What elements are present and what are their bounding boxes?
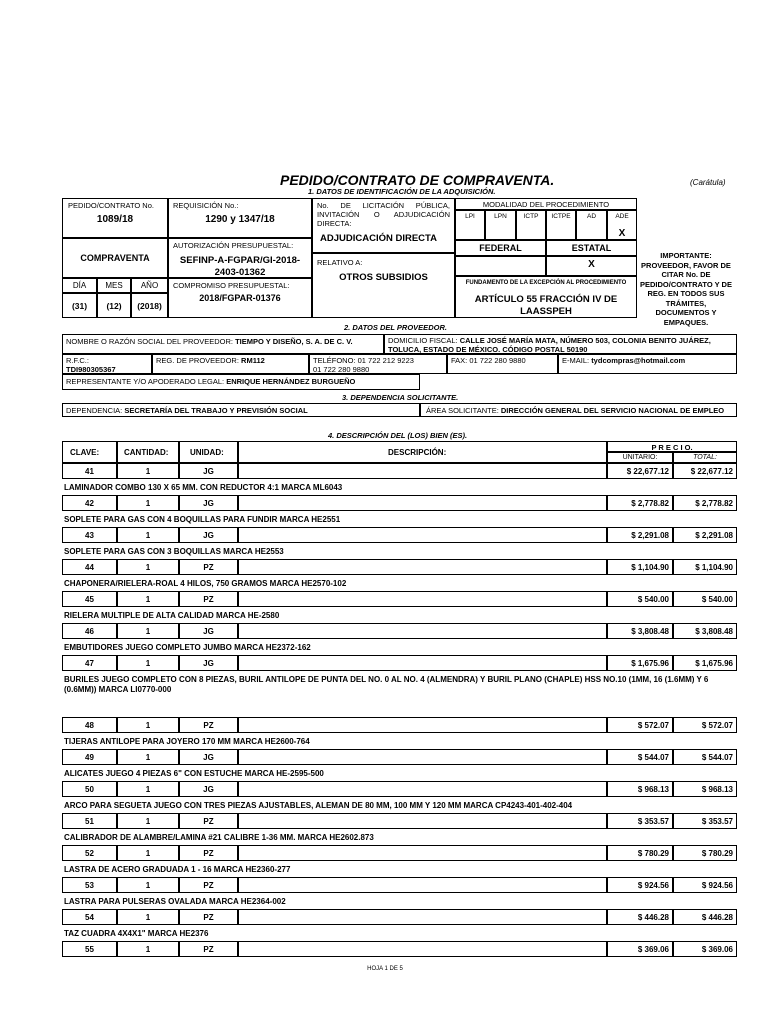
anio-label: AÑO [140, 281, 159, 290]
licitacion-label: No. DE LICITACIÓN PÚBLICA, INVITACIÓN O ADJUDICACIÓN DIRECTA: [317, 201, 450, 228]
row-52-cantidad: 1 [145, 849, 151, 858]
reg-value: RM112 [241, 356, 265, 365]
header-unitario: UNITARIO: [622, 454, 658, 461]
row-51-total: $ 353.57 [701, 817, 733, 826]
row-49-blank-cell [238, 749, 607, 765]
row-53-clave: 53 [85, 881, 94, 890]
licitacion-value: ADJUDICACIÓN DIRECTA [320, 233, 437, 244]
row-41-total: $ 22,677.12 [690, 467, 733, 476]
fax-label: FAX: [451, 356, 468, 365]
row-45-clave: 45 [85, 595, 94, 604]
rep-value: ENRIQUE HERNÁNDEZ BURGUEÑO [226, 377, 356, 386]
row-53-unidad: PZ [203, 881, 214, 890]
row-42-unidad: JG [203, 499, 214, 508]
header-clave: CLAVE: [70, 448, 100, 457]
pedido-value: 1089/18 [96, 214, 134, 225]
row-55-blank-cell [238, 941, 607, 957]
relativo-value: OTROS SUBSIDIOS [339, 272, 428, 283]
row-52-clave: 52 [85, 849, 94, 858]
tipo-value: COMPRAVENTA [80, 253, 150, 263]
header-total: TOTAL: [693, 454, 717, 461]
row-47-clave: 47 [85, 659, 94, 668]
row-48-blank-cell [238, 717, 607, 733]
row-50-description: ARCO PARA SEGUETA JUEGO CON TRES PIEZAS AJUSTABLES, ALEMAN DE 80 MM, 100 MM Y 120 MM MARCA CP4243-401-402-404 [64, 801, 573, 810]
row-54-unitario: $ 446.28 [637, 913, 669, 922]
modalidad-col-ade: ADE [615, 213, 629, 220]
fundamento-label: FUNDAMENTO DE LA EXCEPCIÓN AL PROCEDIMIENTO [465, 280, 627, 286]
row-54-unidad: PZ [203, 913, 214, 922]
email-label: E-MAIL: [562, 356, 590, 365]
row-42-unitario: $ 2,778.82 [631, 499, 669, 508]
row-51-unidad: PZ [203, 817, 214, 826]
federal-value-box [455, 256, 546, 276]
rfc-value: TDI980305367 [66, 365, 116, 374]
area-field [426, 406, 724, 415]
row-49-description: ALICATES JUEGO 4 PIEZAS 6" CON ESTUCHE MARCA HE-2595-500 [64, 769, 324, 778]
dia-label: DÍA [72, 281, 87, 290]
estatal-label: ESTATAL [571, 243, 612, 253]
nombre-field [66, 337, 353, 346]
importante-note: IMPORTANTE: PROVEEDOR, FAVOR DE CITAR No. DE PEDIDO/CONTRATO Y DE REG. EN TODOS SUS TRÁMITES, DOCUMENTOS Y EMPAQUES. [640, 251, 732, 327]
row-54-cantidad: 1 [145, 913, 151, 922]
row-49-cantidad: 1 [145, 753, 151, 762]
row-52-description: LASTRA DE ACERO GRADUADA 1 - 16 MARCA HE2360-277 [64, 865, 291, 874]
row-55-unitario: $ 369.06 [637, 945, 669, 954]
row-44-clave: 44 [85, 563, 94, 572]
row-44-description: CHAPONERA/RIELERA-ROAL 4 HILOS, 750 GRAMOS MARCA HE2570-102 [64, 579, 347, 588]
page-footer: HOJA 1 DE 5 [367, 966, 403, 972]
row-44-unitario: $ 1,104.90 [631, 563, 669, 572]
relativo-label: RELATIVO A: [317, 258, 363, 267]
row-45-blank-cell [238, 591, 607, 607]
domicilio-field [388, 336, 733, 354]
row-44-cantidad: 1 [145, 563, 151, 572]
row-42-clave: 42 [85, 499, 94, 508]
compromiso-label: COMPROMISO PRESUPUESTAL: [173, 281, 290, 290]
row-53-unitario: $ 924.56 [637, 881, 669, 890]
row-55-unidad: PZ [203, 945, 214, 954]
row-54-blank-cell [238, 909, 607, 925]
row-51-unitario: $ 353.57 [637, 817, 669, 826]
row-43-clave: 43 [85, 531, 94, 540]
row-52-total: $ 780.29 [701, 849, 733, 858]
section-4-title: 4. DESCRIPCIÓN DEL (LOS) BIEN (ES). [328, 431, 468, 440]
row-48-clave: 48 [85, 721, 94, 730]
mes-label: MES [105, 281, 123, 290]
caratula-label: (Carátula) [690, 178, 726, 187]
area-value: DIRECCIÓN GENERAL DEL SERVICIO NACIONAL DE EMPLEO [500, 406, 725, 415]
row-46-unitario: $ 3,808.48 [631, 627, 669, 636]
row-41-unidad: JG [203, 467, 214, 476]
row-51-blank-cell [238, 813, 607, 829]
row-41-unitario: $ 22,677.12 [626, 467, 669, 476]
modalidad-ade-mark: X [618, 228, 626, 239]
reg-label: REG. DE PROVEEDOR: [156, 356, 239, 365]
row-41-blank-cell [238, 463, 607, 479]
modalidad-col-ad: AD [586, 213, 597, 220]
header-precio: P R E C I O. [651, 443, 693, 452]
row-53-blank-cell [238, 877, 607, 893]
section-2-title: 2. DATOS DEL PROVEEDOR. [344, 323, 447, 332]
nombre-value: TIEMPO Y DISEÑO, S. A. DE C. V. [235, 337, 353, 346]
pedido-label: PEDIDO/CONTRATO No. [68, 201, 154, 210]
row-54-clave: 54 [85, 913, 94, 922]
row-41-description: LAMINADOR COMBO 130 X 65 MM. CON REDUCTOR 4:1 MARCA ML6043 [64, 483, 343, 492]
row-46-description: EMBUTIDORES JUEGO COMPLETO JUMBO MARCA HE2372-162 [64, 643, 311, 652]
row-47-unitario: $ 1,675.96 [631, 659, 669, 668]
dependencia-label: DEPENDENCIA: [66, 406, 123, 415]
row-52-unitario: $ 780.29 [637, 849, 669, 858]
reg-field [156, 356, 265, 365]
fax-value: 01 722 280 9880 [469, 356, 526, 365]
row-43-unitario: $ 2,291.08 [631, 531, 669, 540]
row-43-blank-cell [238, 527, 607, 543]
row-41-cantidad: 1 [145, 467, 151, 476]
dia-value: (31) [71, 301, 88, 311]
row-54-total: $ 446.28 [701, 913, 733, 922]
federal-label: FEDERAL [479, 243, 522, 253]
row-55-total: $ 369.06 [701, 945, 733, 954]
row-50-unitario: $ 968.13 [637, 785, 669, 794]
row-53-cantidad: 1 [145, 881, 151, 890]
row-48-unitario: $ 572.07 [637, 721, 669, 730]
row-50-unidad: JG [203, 785, 214, 794]
row-45-description: RIELERA MULTIPLE DE ALTA CALIDAD MARCA HE-2580 [64, 611, 280, 620]
row-48-description: TIJERAS ANTILOPE PARA JOYERO 170 MM MARCA HE2600-764 [64, 737, 310, 746]
dependencia-field [66, 406, 308, 415]
row-47-blank-cell [238, 655, 607, 671]
row-45-unidad: PZ [203, 595, 214, 604]
row-50-cantidad: 1 [145, 785, 151, 794]
header-descripcion: DESCRIPCIÓN: [388, 448, 447, 457]
row-51-cantidad: 1 [145, 817, 151, 826]
row-43-unidad: JG [203, 531, 214, 540]
tel-value-2: 01 722 280 9880 [313, 365, 370, 374]
requisicion-label: REQUISICIÓN No.: [173, 201, 239, 210]
document-title: PEDIDO/CONTRATO DE COMPRAVENTA. [280, 172, 555, 188]
row-54-description: TAZ CUADRA 4X4X1" MARCA HE2376 [64, 929, 209, 938]
row-42-blank-cell [238, 495, 607, 511]
row-47-cantidad: 1 [145, 659, 151, 668]
modalidad-col-ictpe: ICTPE [551, 213, 571, 220]
email-field [562, 356, 685, 365]
row-42-total: $ 2,778.82 [695, 499, 733, 508]
row-53-total: $ 924.56 [701, 881, 733, 890]
row-49-clave: 49 [85, 753, 94, 762]
fax-field [451, 356, 526, 365]
autorizacion-value: SEFINP-A-FGPAR/GI-2018-2403-01362 [179, 255, 301, 278]
row-48-cantidad: 1 [145, 721, 151, 730]
row-47-unidad: JG [203, 659, 214, 668]
row-47-total: $ 1,675.96 [695, 659, 733, 668]
modalidad-label: MODALIDAD DEL PROCEDIMIENTO [482, 200, 610, 209]
row-46-blank-cell [238, 623, 607, 639]
modalidad-col-lpi: LPI [465, 213, 475, 220]
row-42-description: SOPLETE PARA GAS CON 4 BOQUILLAS PARA FUNDIR MARCA HE2551 [64, 515, 341, 524]
estatal-mark: X [588, 259, 595, 270]
email-value: tydcompras@hotmail.com [591, 356, 686, 365]
row-44-total: $ 1,104.90 [695, 563, 733, 572]
rep-label: REPRESENTANTE Y/O APODERADO LEGAL: [66, 377, 225, 386]
row-41-clave: 41 [85, 467, 94, 476]
area-label: ÁREA SOLICITANTE: [426, 406, 499, 415]
fundamento-value: ARTÍCULO 55 FRACCIÓN IV DE LAASSPEH [474, 294, 618, 317]
compromiso-value: 2018/FGPAR-01376 [199, 293, 281, 303]
domicilio-label: DOMICILIO FISCAL: [388, 336, 458, 345]
row-52-unidad: PZ [203, 849, 214, 858]
section-3-title: 3. DEPENDENCIA SOLICITANTE. [342, 393, 459, 402]
section-1-title: 1. DATOS DE IDENTIFICACIÓN DE LA ADQUISICIÓN. [308, 187, 496, 196]
rfc-label: R.F.C.: [66, 356, 89, 365]
row-50-blank-cell [238, 781, 607, 797]
row-45-unitario: $ 540.00 [637, 595, 669, 604]
row-48-total: $ 572.07 [701, 721, 733, 730]
row-49-total: $ 544.07 [701, 753, 733, 762]
header-cantidad: CANTIDAD: [124, 448, 169, 457]
row-48-unidad: PZ [203, 721, 214, 730]
row-43-total: $ 2,291.08 [695, 531, 733, 540]
rep-field [66, 377, 355, 386]
row-55-cantidad: 1 [145, 945, 151, 954]
row-51-description: CALIBRADOR DE ALAMBRE/LAMINA #21 CALIBRE 1-36 MM. MARCA HE2602.873 [64, 833, 374, 842]
modalidad-col-ictp: ICTP [523, 213, 539, 220]
tel-value: 01 722 212 9223 [357, 356, 414, 365]
dependencia-value: SECRETARÍA DEL TRABAJO Y PREVISIÓN SOCIAL [124, 406, 308, 415]
row-47-description: BURILES JUEGO COMPLETO CON 8 PIEZAS, BURIL ANTILOPE DE PUNTA DEL NO. 0 AL NO. 4 (ALMENDRA) Y BURIL PLANO (CHAPLE) HSS NO.10 (1MM, 16 (1.6MM) Y 6 (0.6MM)) MARCA LI0770-000 [64, 675, 709, 694]
tel-field [313, 356, 414, 374]
autorizacion-label: AUTORIZACIÓN PRESUPUESTAL: [173, 241, 294, 250]
anio-value: (2018) [137, 301, 162, 311]
requisicion-value: 1290 y 1347/18 [205, 214, 275, 225]
nombre-label: NOMBRE O RAZÓN SOCIAL DEL PROVEEDOR: [66, 337, 233, 346]
row-45-cantidad: 1 [145, 595, 151, 604]
header-unidad: UNIDAD: [190, 448, 224, 457]
row-51-clave: 51 [85, 817, 94, 826]
row-53-description: LASTRA PARA PULSERAS OVALADA MARCA HE2364-002 [64, 897, 286, 906]
row-45-total: $ 540.00 [701, 595, 733, 604]
row-50-clave: 50 [85, 785, 94, 794]
row-46-cantidad: 1 [145, 627, 151, 636]
row-46-unidad: JG [203, 627, 214, 636]
domicilio-value: CALLE JOSÉ MARÍA MATA, NÚMERO 503, COLONIA BENITO JUÁREZ, TOLUCA, ESTADO DE MÉXICO. CÓDIGO POSTAL 50190 [388, 336, 711, 354]
modalidad-col-lpn: LPN [494, 213, 507, 220]
row-42-cantidad: 1 [145, 499, 151, 508]
mes-value: (12) [106, 301, 122, 311]
row-44-unidad: PZ [203, 563, 214, 572]
row-43-cantidad: 1 [145, 531, 151, 540]
row-43-description: SOPLETE PARA GAS CON 3 BOQUILLAS MARCA HE2553 [64, 547, 284, 556]
row-46-total: $ 3,808.48 [695, 627, 733, 636]
row-46-clave: 46 [85, 627, 94, 636]
row-44-blank-cell [238, 559, 607, 575]
row-50-total: $ 968.13 [701, 785, 733, 794]
row-49-unidad: JG [203, 753, 214, 762]
tel-label: TELÉFONO: [313, 356, 356, 365]
row-55-clave: 55 [85, 945, 94, 954]
row-49-unitario: $ 544.07 [637, 753, 669, 762]
row-52-blank-cell [238, 845, 607, 861]
